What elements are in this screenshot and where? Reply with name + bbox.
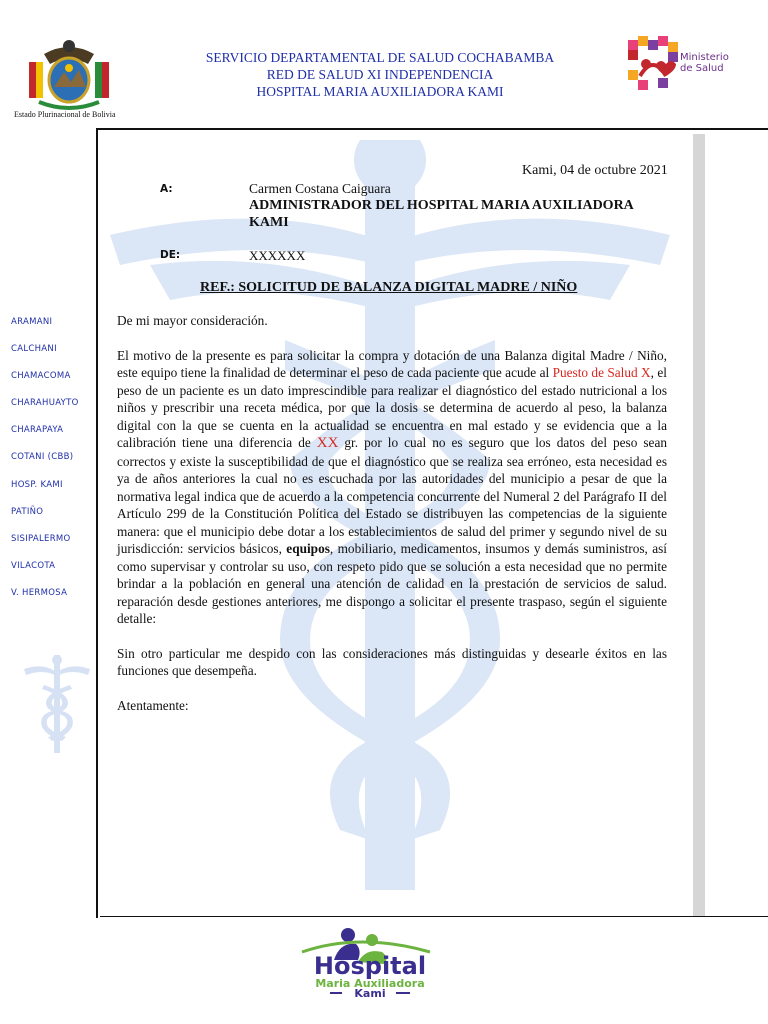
sidebar-item: COTANI (CBB) — [11, 452, 74, 463]
letter-body — [117, 312, 667, 731]
sidebar-item: CHAMACOMA — [11, 371, 71, 382]
ministerio-label-1: Ministerio — [680, 52, 729, 63]
placeholder-difference: XX — [316, 435, 339, 451]
paragraph-text: gr. por lo cual no es seguro que los datos del peso sean correctos y existe la susceptibilidad de que el diagnóstico que se realiza sea erróneo, esta necesidad es ya de años anteriores la cual no es escuchada por las autoridades del municipio a pesar de que la normativa legal indica que de acuerdo a la competencia concurrente del Numeral 2 del Parágrafo II del Artículo 299 de la Constitución Política del Estado se distribuyen las competencias de la siguiente manera: que el municipio debe dotar a los establecimientos de salud del primer y segundo nivel de su jurisdicción: servicios básicos, — [117, 435, 667, 556]
placeholder-health-post: Puesto de Salud X — [552, 365, 651, 380]
logo-hospital-text: Hospital — [313, 952, 427, 980]
sidebar-item: CHARAHUAYTO — [11, 398, 79, 409]
frame-right-bar — [693, 134, 705, 917]
paragraph-closing: Sin otro particular me despido con las consideraciones más distinguidas y desearle éxitos en las funciones que desempeña. — [117, 645, 667, 678]
paragraph-text: El motivo de la presente es para solicitar la compra y dotación de una Balanza digital Madre / Niño, este equipo tiene la finalidad de determinar el peso de cada paciente que acude al — [117, 347, 667, 380]
hospital-maria-auxiliadora-logo — [300, 922, 440, 1002]
closing-salutation: Atentamente: — [117, 697, 189, 713]
greeting: De mi mayor consideración. — [117, 313, 268, 328]
sidebar-item: V. HERMOSA — [11, 587, 68, 598]
sidebar-item: ARAMANI — [11, 317, 53, 327]
estado-plurinacional-label: Estado Plurinacional de Bolivia — [14, 110, 116, 119]
recipient-title: ADMINISTRADOR DEL HOSPITAL MARIA AUXILIADORA KAMI — [249, 198, 634, 230]
paragraph-text: , el peso de un paciente es un dato imprescindible para realizar el diagnóstico del estado nutricional a los niños y prescribir una receta médica, por que la dosis se determina de acuerdo al peso, la balanza digital con la que se cuenta en la actualidad se encuentra en mal estado y se evidencia que a la calibración tiene una diferencia de — [117, 365, 667, 450]
header-line-3: HOSPITAL MARIA AUXILIADORA KAMI — [256, 84, 504, 99]
ministerio-label-2: de Salud — [680, 63, 724, 74]
frame-left-border — [96, 128, 98, 918]
ministerio-de-salud-logo — [626, 34, 738, 94]
sidebar-item: SISIPALERMO — [11, 533, 71, 544]
paragraph-main — [117, 347, 667, 628]
header-line-1: SERVICIO DEPARTAMENTAL DE SALUD COCHABAMBA — [205, 50, 555, 65]
header-line-2: RED DE SALUD XI INDEPENDENCIA — [266, 67, 494, 82]
sidebar-item: CALCHANI — [11, 344, 57, 355]
logo-kami-text: Kami — [354, 987, 386, 1000]
reference-line: REF.: SOLICITUD DE BALANZA DIGITAL MADRE / NIÑO — [200, 280, 578, 295]
to-label: A: — [160, 183, 173, 195]
sidebar-item: VILACOTA — [11, 560, 56, 571]
logo-maria-auxiliadora-text: Maria Auxiliadora — [315, 977, 425, 990]
frame-top-border — [96, 128, 768, 130]
small-caduceus-icon — [22, 655, 92, 755]
from-label: DE: — [160, 249, 181, 261]
sidebar-item: HOSP. KAMI — [11, 479, 63, 490]
recipient-name: Carmen Costana Caiguara — [249, 181, 391, 196]
sidebar-item: PATIÑO — [11, 506, 44, 517]
sender-name: XXXXXX — [249, 248, 306, 263]
bold-equipos: equipos — [286, 541, 330, 556]
paragraph-text: , mobiliario, medicamentos, insumos y demás suministros, así como supervisar y controlar su uso, con respeto pido que se solución a esta necesidad que no permite brindar a la población en general una atención de calidad en la prestación de servicios de salud. reparación desde gestiones anteriores, me dispongo a solicitar el presente traspaso, según el siguiente detalle: — [117, 541, 667, 626]
sidebar-item: CHARAPAYA — [11, 425, 64, 436]
frame-bottom-border — [100, 916, 768, 917]
letter-date: Kami, 04 de octubre 2021 — [522, 163, 668, 178]
sidebar-establishments-list — [11, 317, 79, 615]
